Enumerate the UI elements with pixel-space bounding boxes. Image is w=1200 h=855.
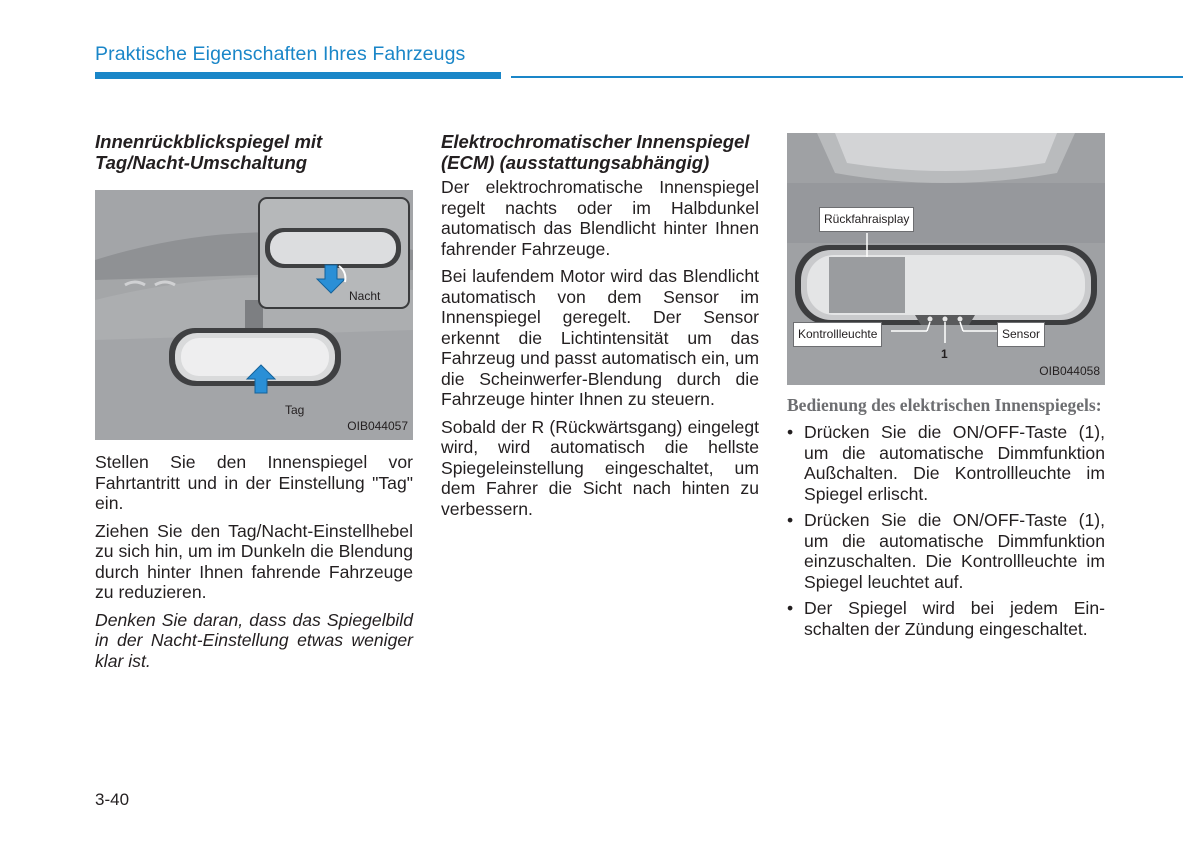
bullet-icon: • (787, 510, 794, 530)
label-sensor: Sensor (997, 322, 1045, 347)
note-night-setting: Denken Sie daran, dass das Spiegelbild in der Nacht-Einstellung etwas weniger klar ist. (95, 609, 413, 671)
paragraph-ecm-intro: Der elektrochromatische Innenspiegel regelt nachts oder im Halbdunkel automatisch das Blendlicht hinter Ihnen fahrender Fahrzeuge. (441, 177, 759, 259)
paragraph-ecm-sensor: Bei laufendem Motor wird das Blendlicht automatisch von dem Sensor im Innenspiegel geregelt. Der Sensor erkennt die Lichtintensität um das Fahrzeug und passt automatisch ein, um die Scheinwerfer-Blendung durch die Fahrzeuge hinter Ihnen zu steuern. (441, 266, 759, 409)
figure-day-night-mirror (95, 190, 413, 440)
label-indicator-light: Kontrollleuchte (793, 322, 882, 347)
column-day-night-mirror (95, 131, 413, 678)
list-item: • Der Spiegel wird bei jedem Einschalten der Zündung eingeschaltet. (787, 598, 1105, 639)
label-nacht: Nacht (349, 289, 381, 303)
page-number: 3-40 (95, 790, 130, 809)
bullet-icon: • (787, 598, 794, 618)
figure-code-1: OIB044057 (347, 418, 408, 433)
bullet-icon: • (787, 422, 794, 442)
section-header-title: Praktische Eigenschaften Ihres Fahrzeugs (95, 43, 466, 65)
label-tag: Tag (285, 403, 305, 417)
paragraph-night-lever: Ziehen Sie den Tag/Nacht-Einstellhebel zu sich hin, um im Dunkeln die Blendung durch hinter Ihnen fahrende Fahrzeuge zu reduzieren. (95, 520, 413, 602)
paragraph-ecm-reverse: Sobald der R (Rückwärtsgang) eingelegt wird, wird automatisch die hellste Spiegeleinstellung eingeschaltet, um dem Fahrer die Sicht nach hinten zu verbessern. (441, 416, 759, 519)
heading-ecm-operation: Bedienung des elektrischen Innenspiegels: (787, 395, 1102, 415)
heading-ecm: Elektrochromatischer Innenspiegel (ECM) (ausstattungsabhängig) (441, 131, 750, 173)
figure-code-2: OIB044058 (1039, 363, 1100, 378)
label-button-number: 1 (941, 347, 948, 361)
list-item: • Drücken Sie die ON/OFF-Taste (1), um die automatische Dimmfunktion einzuschalten. Die Kontrollleuchte im Spiegel leuchtet auf. (787, 510, 1105, 592)
column-ecm (441, 131, 759, 526)
list-item: • Drücken Sie die ON/OFF-Taste (1), um die automatische Dimmfunktion Außchalten. Die Kontrollleuchte im Spiegel erlischt. (787, 422, 1105, 504)
ecm-operation-list (787, 422, 1105, 639)
header-rule-thick (95, 72, 501, 79)
label-rear-display: Rückfahraisplay (819, 207, 914, 232)
heading-day-night-mirror: Innenrückblickspiegel mit Tag/Nacht-Umschaltung (95, 131, 323, 173)
day-night-mirror-illustration (95, 190, 413, 440)
header-rule-thin (511, 76, 1183, 78)
figure-ecm-mirror (787, 133, 1105, 385)
paragraph-adjust-mirror: Stellen Sie den Innenspiegel vor Fahrtantritt und in der Einstellung "Tag" ein. (95, 452, 413, 513)
column-ecm-operation (787, 133, 1105, 645)
